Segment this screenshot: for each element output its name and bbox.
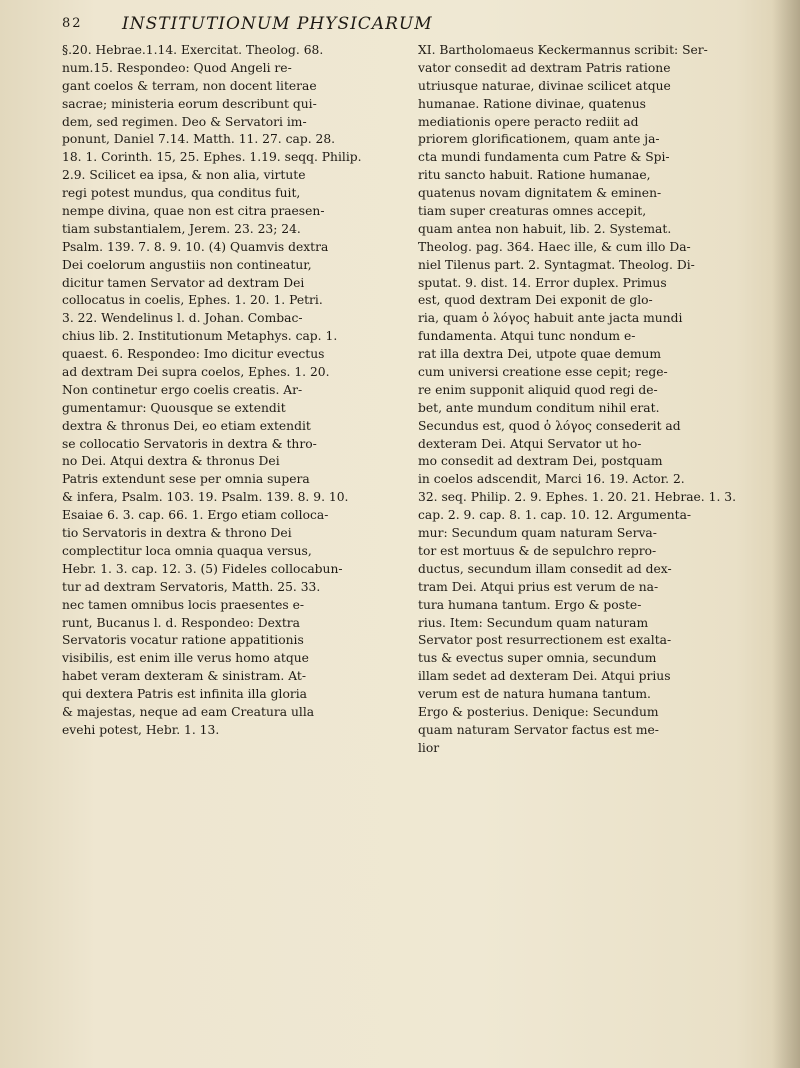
- text-line: ria, quam ὁ λόγος habuit ante jacta mundi: [418, 311, 683, 326]
- text-line: fundamenta. Atqui tunc nondum e-: [418, 329, 636, 344]
- text-line: ductus, secundum illam consedit ad dex-: [418, 561, 672, 576]
- text-line: humanae. Ratione divinae, quatenus: [418, 96, 646, 111]
- page-header: [62, 10, 762, 40]
- text-line: Non continetur ergo coelis creatis. Ar-: [62, 382, 303, 397]
- page-number: 82: [62, 16, 83, 31]
- right-column: [418, 42, 774, 758]
- text-line: cap. 2. 9. cap. 8. 1. cap. 10. 12. Argumenta-: [418, 508, 692, 523]
- text-line: quaest. 6. Respondeo: Imo dicitur evectus: [62, 347, 325, 362]
- text-line: nec tamen omnibus locis praesentes e-: [62, 597, 305, 612]
- text-line: gant coelos & terram, non docent literae: [62, 78, 317, 93]
- text-line: tiam super creaturas omnes accepit,: [418, 204, 647, 219]
- text-line: verum est de natura humana tantum.: [418, 687, 651, 702]
- text-line: Patris extendunt sese per omnia supera: [62, 472, 310, 487]
- text-line: sacrae; ministeria eorum describunt qui-: [62, 96, 317, 111]
- text-line: Psalm. 139. 7. 8. 9. 10. (4) Quamvis dextra: [62, 239, 329, 254]
- text-line: habet veram dexteram & sinistram. At-: [62, 669, 306, 684]
- text-line: se collocatio Servatoris in dextra & thro-: [62, 436, 317, 451]
- text-line: re enim supponit aliquid quod regi de-: [418, 382, 658, 397]
- text-line: Theolog. pag. 364. Haec ille, & cum illo Da-: [418, 239, 691, 254]
- text-line: tur ad dextram Servatoris, Matth. 25. 33.: [62, 579, 321, 594]
- text-line: qui dextera Patris est infinita illa gloria: [62, 687, 307, 702]
- text-line: cum universi creatione esse cepit; rege-: [418, 365, 668, 380]
- text-line: illam sedet ad dexteram Dei. Atqui prius: [418, 669, 671, 684]
- text-line: Dei coelorum angustiis non contineatur,: [62, 257, 312, 272]
- text-line: ponunt, Daniel 7.14. Matth. 11. 27. cap. 28.: [62, 132, 336, 147]
- text-line: num.15. Respondeo: Quod Angeli re-: [62, 60, 292, 75]
- text-line: est, quod dextram Dei exponit de glo-: [418, 293, 653, 308]
- text-line: tiam substantialem, Jerem. 23. 23; 24.: [62, 221, 301, 236]
- text-line: rius. Item: Secundum quam naturam: [418, 615, 649, 630]
- text-line: chius lib. 2. Institutionum Metaphys. cap. 1.: [62, 329, 338, 344]
- text-line: §.20. Hebrae.1.14. Exercitat. Theolog. 68.: [62, 43, 324, 57]
- text-line: & infera, Psalm. 103. 19. Psalm. 139. 8. 9. 10.: [62, 490, 349, 505]
- text-line: bet, ante mundum conditum nihil erat.: [418, 400, 660, 415]
- text-line: nempe divina, quae non est citra praesen-: [62, 204, 325, 219]
- text-line: Ergo & posterius. Denique: Secundum: [418, 704, 659, 719]
- text-line: no Dei. Atqui dextra & thronus Dei: [62, 454, 280, 469]
- text-line: dem, sed regimen. Deo & Servatori im-: [62, 114, 307, 129]
- text-line: gumentamur: Quousque se extendit: [62, 400, 286, 415]
- text-line: quatenus novam dignitatem & eminen-: [418, 186, 662, 201]
- text-line: 32. seq. Philip. 2. 9. Ephes. 1. 20. 21. Hebrae. 1. 3.: [418, 490, 737, 505]
- text-line: tram Dei. Atqui prius est verum de na-: [418, 579, 659, 594]
- text-line: Servator post resurrectionem est exalta-: [418, 633, 672, 648]
- text-line: dicitur tamen Servator ad dextram Dei: [62, 275, 305, 290]
- text-line: quam naturam Servator factus est me-: [418, 722, 659, 737]
- text-line: tio Servatoris in dextra & throno Dei: [62, 526, 292, 541]
- text-line: 18. 1. Corinth. 15, 25. Ephes. 1.19. seqq. Philip.: [62, 150, 362, 165]
- text-line: Servatoris vocatur ratione appatitionis: [62, 633, 304, 648]
- text-line: ad dextram Dei supra coelos, Ephes. 1. 20.: [62, 365, 330, 380]
- text-line: collocatus in coelis, Ephes. 1. 20. 1. Petri.: [62, 293, 323, 308]
- text-line: evehi potest, Hebr. 1. 13.: [62, 722, 220, 737]
- text-line: rat illa dextra Dei, utpote quae demum: [418, 347, 662, 362]
- text-line: Esaiae 6. 3. cap. 66. 1. Ergo etiam colloca-: [62, 508, 329, 523]
- text-line: mur: Secundum quam naturam Serva-: [418, 526, 657, 541]
- text-line: priorem glorificationem, quam ante ja-: [418, 132, 660, 147]
- text-line: dexteram Dei. Atqui Servator ut ho-: [418, 436, 642, 451]
- text-line: XI. Bartholomaeus Keckermannus scribit: Ser-: [418, 43, 708, 57]
- text-line: 2.9. Scilicet ea ipsa, & non alia, virtute: [62, 168, 306, 183]
- text-line: tor est mortuus & de sepulchro repro-: [418, 543, 657, 558]
- page-edge-shadow: [772, 0, 800, 1068]
- text-line: sputat. 9. dist. 14. Error duplex. Primus: [418, 275, 667, 290]
- text-line: lior: [418, 740, 440, 755]
- text-line: cta mundi fundamenta cum Patre & Spi-: [418, 150, 670, 165]
- text-line: in coelos adscendit, Marci 16. 19. Actor. 2.: [418, 472, 685, 487]
- text-line: tus & evectus super omnia, secundum: [418, 651, 657, 666]
- text-line: dextra & thronus Dei, eo etiam extendit: [62, 418, 311, 433]
- text-line: 3. 22. Wendelinus l. d. Johan. Combac-: [62, 311, 303, 326]
- text-line: quam antea non habuit, lib. 2. Systemat.: [418, 221, 672, 236]
- running-title: INSTITUTIONUM PHYSICARUM: [122, 14, 433, 34]
- text-line: & majestas, neque ad eam Creatura ulla: [62, 704, 315, 719]
- text-line: runt, Bucanus l. d. Respondeo: Dextra: [62, 615, 301, 630]
- text-line: visibilis, est enim ille verus homo atque: [62, 651, 309, 666]
- text-line: mediationis opere peracto rediit ad: [418, 114, 639, 129]
- text-line: niel Tilenus part. 2. Syntagmat. Theolog. Di-: [418, 257, 695, 272]
- text-line: utriusque naturae, divinae scilicet atque: [418, 78, 671, 93]
- text-line: regi potest mundus, qua conditus fuit,: [62, 186, 301, 201]
- text-line: complectitur loca omnia quaqua versus,: [62, 543, 312, 558]
- text-line: vator consedit ad dextram Patris ratione: [418, 60, 671, 75]
- text-line: mo consedit ad dextram Dei, postquam: [418, 454, 663, 469]
- text-line: ritu sancto habuit. Ratione humanae,: [418, 168, 651, 183]
- text-line: Secundus est, quod ὁ λόγος consederit ad: [418, 418, 681, 433]
- text-line: tura humana tantum. Ergo & poste-: [418, 597, 642, 612]
- text-line: Hebr. 1. 3. cap. 12. 3. (5) Fideles collocabun-: [62, 561, 343, 576]
- left-column: [62, 42, 412, 740]
